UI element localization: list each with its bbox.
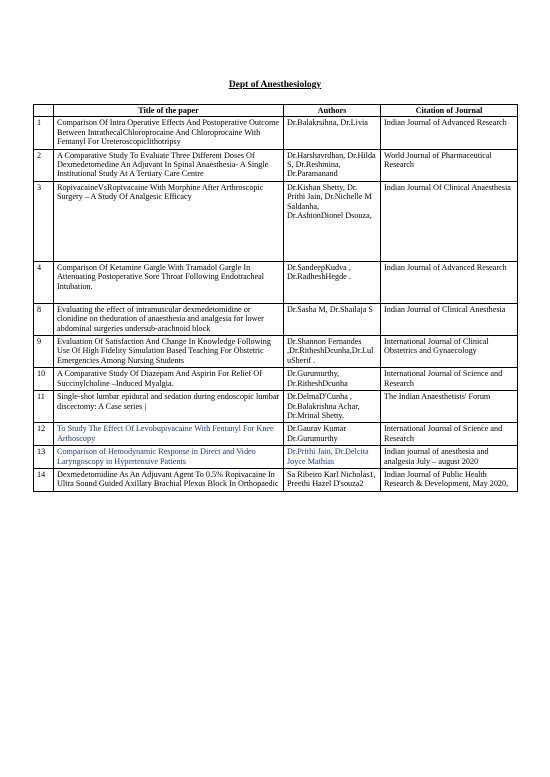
paper-authors: Dr.Shannon Fernandes ,Dr.RitheshDcunha,Dr.LuluSherif . bbox=[284, 336, 381, 368]
paper-title: To Study The Effect Of Levobupivacaine With Fentanyl For Knee Arthoscopy bbox=[54, 423, 284, 446]
table-row bbox=[34, 446, 518, 469]
header-no bbox=[34, 105, 54, 117]
paper-title: Dexmedetomidine As An Adjuvant Agent To 0.5% Ropivacaine In Ultra Sound Guided Axillary Brachial Plexus Block In Orthopaedic bbox=[54, 468, 284, 491]
paper-title: Comparison Of Intra Operative Effects And Postoperative Outcome Between IntrathecalChloroprocaine And Chloroprocaine With Fentanyl For Ureteroscopiclithotripsy bbox=[54, 117, 284, 149]
table-row bbox=[34, 391, 518, 423]
row-number: 12 bbox=[34, 423, 54, 446]
paper-citation: International Journal of Clinical Obstetrics and Gynaecology bbox=[381, 336, 518, 368]
paper-authors: Dr.Gurumurthy, Dr.RitheshDcunha bbox=[284, 368, 381, 391]
paper-title: A Comparative Study To Evaluate Three Different Doses Of Dexmedetomedine An Adjuvant In Spinal Anaesthesia- A Single Institutional Study At A Tertiary Care Centre bbox=[54, 149, 284, 181]
paper-title: A Comparative Study Of Diazepam And Aspirin For Relief Of Succinylcholine –Induced Myalgia. bbox=[54, 368, 284, 391]
paper-authors: Dr.Balakrsihna, Dr.Livia bbox=[284, 117, 381, 149]
table-header-row bbox=[34, 105, 518, 117]
paper-title: Evaluation Of Satisfaction And Change In Knowledge Following Use Of High Fidelity Simulation Based Teaching For Obstetric Emergencies Among Nursing Students bbox=[54, 336, 284, 368]
paper-citation: International Journal of Science and Research bbox=[381, 368, 518, 391]
row-number: 1 bbox=[34, 117, 54, 149]
table-row bbox=[34, 368, 518, 391]
header-title: Title of the paper bbox=[54, 105, 284, 117]
row-number: 2 bbox=[34, 149, 54, 181]
paper-citation: International Journal of Science and Research bbox=[381, 423, 518, 446]
row-number: 13 bbox=[34, 446, 54, 469]
page-title: Dept of Anesthesiology bbox=[228, 80, 322, 90]
paper-citation: World Journal of Pharmaceutical Research bbox=[381, 149, 518, 181]
paper-citation: Indian Journal of Public Health Research & Development, May 2020, bbox=[381, 468, 518, 491]
table-row bbox=[34, 181, 518, 261]
paper-authors: Dr.Gaurav Kumar Dr.Gurumurthy bbox=[284, 423, 381, 446]
paper-citation: Indian Journal Of Clinical Anaesthesia bbox=[381, 181, 518, 261]
paper-title: Evaluating the effect of intramuscular dexmedetomidine or clonidine on theduration of anaesthesia and analgesia for lower abdominal surgeries undersub-arachnoid block bbox=[54, 303, 284, 335]
table-row bbox=[34, 117, 518, 149]
table-row bbox=[34, 149, 518, 181]
row-number: 9 bbox=[34, 336, 54, 368]
paper-citation: Indian Journal of Advanced Research bbox=[381, 117, 518, 149]
table-row bbox=[34, 423, 518, 446]
table-row bbox=[34, 303, 518, 335]
paper-authors: Dr.Prithi Jain, Dr.Delcita Joyce Mathias bbox=[284, 446, 381, 469]
papers-table bbox=[33, 104, 518, 492]
paper-authors: Dr.Harshavrdhan, Dr.Hilda S, Dr.Reshmina, Dr.Paramanand bbox=[284, 149, 381, 181]
header-citation: Citation of Journal bbox=[381, 105, 518, 117]
paper-authors: Dr.SandeepKudva , Dr.RadheshHegde . bbox=[284, 261, 381, 303]
table-row bbox=[34, 468, 518, 491]
paper-title: RopivacaineVsRopivacaine With Morphine After Arthroscopic Surgery – A Study Of Analgesic Efficacy bbox=[54, 181, 284, 261]
paper-citation: Indian journal of anesthesia and analgesia July – august 2020 bbox=[381, 446, 518, 469]
paper-title: Comparison Of Ketamine Gargle With Tramadol Gargle In Attenuating Postoperative Sore Throat Following Endotracheal Intubation. bbox=[54, 261, 284, 303]
paper-authors: Sa Ribeiro Karl Nicholas1, Preethi Hazel D'souza2 bbox=[284, 468, 381, 491]
paper-citation: The Indian Anaesthetists' Forum bbox=[381, 391, 518, 423]
header-authors: Authors bbox=[284, 105, 381, 117]
row-number: 3 bbox=[34, 181, 54, 261]
table-row bbox=[34, 261, 518, 303]
row-number: 8 bbox=[34, 303, 54, 335]
paper-title: Single-shot lumbar epidural and sedation during endoscopic lumbar discectomy: A Case series | bbox=[54, 391, 284, 423]
row-number: 4 bbox=[34, 261, 54, 303]
paper-title: Comparison of Hemodynamic Response in Direct and Video Laryngoscopy in Hypertensive Patients bbox=[54, 446, 284, 469]
row-number: 11 bbox=[34, 391, 54, 423]
paper-authors: Dr.Kishan Shetty, Dr. Prithi Jain, Dr.Nichelle M Saldanha, Dr.AshtonDionel Dsouza, bbox=[284, 181, 381, 261]
paper-authors: Dr.Sasha M, Dr.Shailaja S bbox=[284, 303, 381, 335]
paper-authors: Dr.DelmaD'Cunha , Dr.Balakrishna Achar, Dr.Mrinal Shetty. bbox=[284, 391, 381, 423]
paper-citation: Indian Journal of Clinical Anesthesia bbox=[381, 303, 518, 335]
row-number: 14 bbox=[34, 468, 54, 491]
table-row bbox=[34, 336, 518, 368]
row-number: 10 bbox=[34, 368, 54, 391]
paper-citation: Indian Journal of Advanced Research bbox=[381, 261, 518, 303]
